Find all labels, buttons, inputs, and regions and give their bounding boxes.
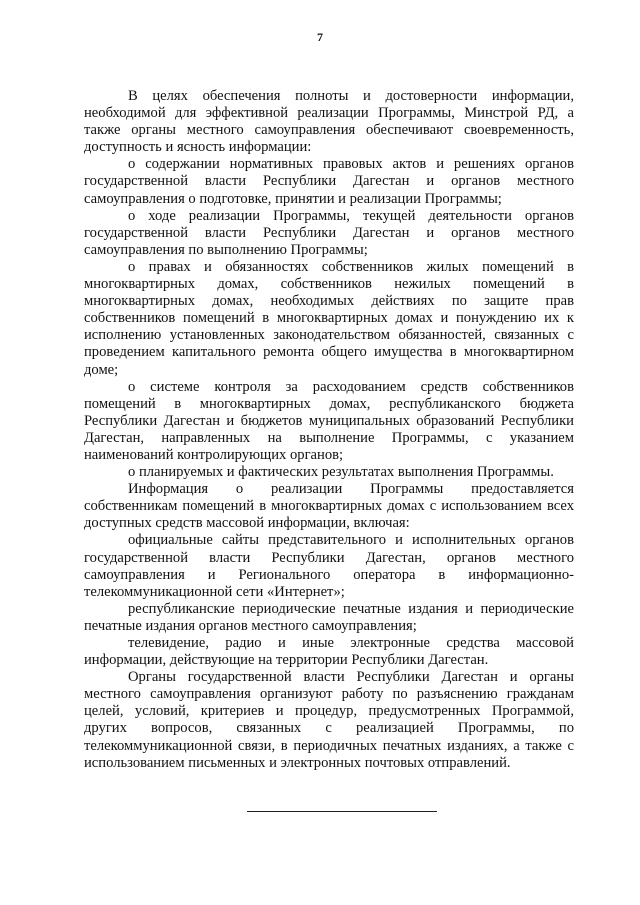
paragraph-print-media: республиканские периодические печатные издания и периодические печатные издания органов местного самоуправления; [84,600,574,634]
paragraph-owner-rights: о правах и обязанностях собственников жилых помещений в многоквартирных домах, собственников нежилых помещений в многоквартирных домах, необходимых действиях по защите прав собственников помещений в многоквартирных домах и понуждению их к исполнению установленных законодательством обязанностей, связанных с проведением капитального ремонта общего имущества в многоквартирном доме; [84,258,574,378]
document-body [84,88,574,772]
paragraph-control-system: о системе контроля за расходованием средств собственников помещений в многоквартирных домах, республиканского бюджета Республики Дагестан и бюджетов муниципальных образований Республики Дагестан, направленных на выполнение Программы, с указанием наименований контролирующих органов; [84,378,574,463]
paragraph-information-provision: Информация о реализации Программы предоставляется собственникам помещений в многоквартирных домах с использованием всех доступных средств массовой информации, включая: [84,481,574,532]
paragraph-normative-acts: о содержании нормативных правовых актов и решениях органов государственной власти Республики Дагестан и органов местного самоуправления о подготовке, принятии и реализации Программы; [84,156,574,207]
paragraph-intro: В целях обеспечения полноты и достоверности информации, необходимой для эффективной реализации Программы, Минстрой РД, а также органы местного самоуправления обеспечивают своевременность, доступность и ясность информации: [84,88,574,156]
paragraph-tv-radio: телевидение, радио и иные электронные средства массовой информации, действующие на территории Республики Дагестан. [84,635,574,669]
closing-rule [247,811,437,812]
paragraph-program-progress: о ходе реализации Программы, текущей деятельности органов государственной власти Республики Дагестан и органов местного самоуправления по выполнению Программы; [84,207,574,258]
paragraph-planned-results: о планируемых и фактических результатах выполнения Программы. [128,464,554,481]
page-number: 7 [317,30,323,44]
paragraph-government-bodies: Органы государственной власти Республики Дагестан и органы местного самоуправления организуют работу по разъяснению гражданам целей, условий, критериев и процедур, предусмотренных Программой, других вопросов, связанных с реализацией Программы, по телекоммуникационной связи, в периодичных печатных изданиях, а также с использованием письменных и электронных почтовых отправлений. [84,669,574,771]
paragraph-official-sites: официальные сайты представительного и исполнительных органов государственной власти Республики Дагестан, органов местного самоуправления и Регионального оператора в информационно-телекоммуникационной сети «Интернет»; [84,532,574,600]
